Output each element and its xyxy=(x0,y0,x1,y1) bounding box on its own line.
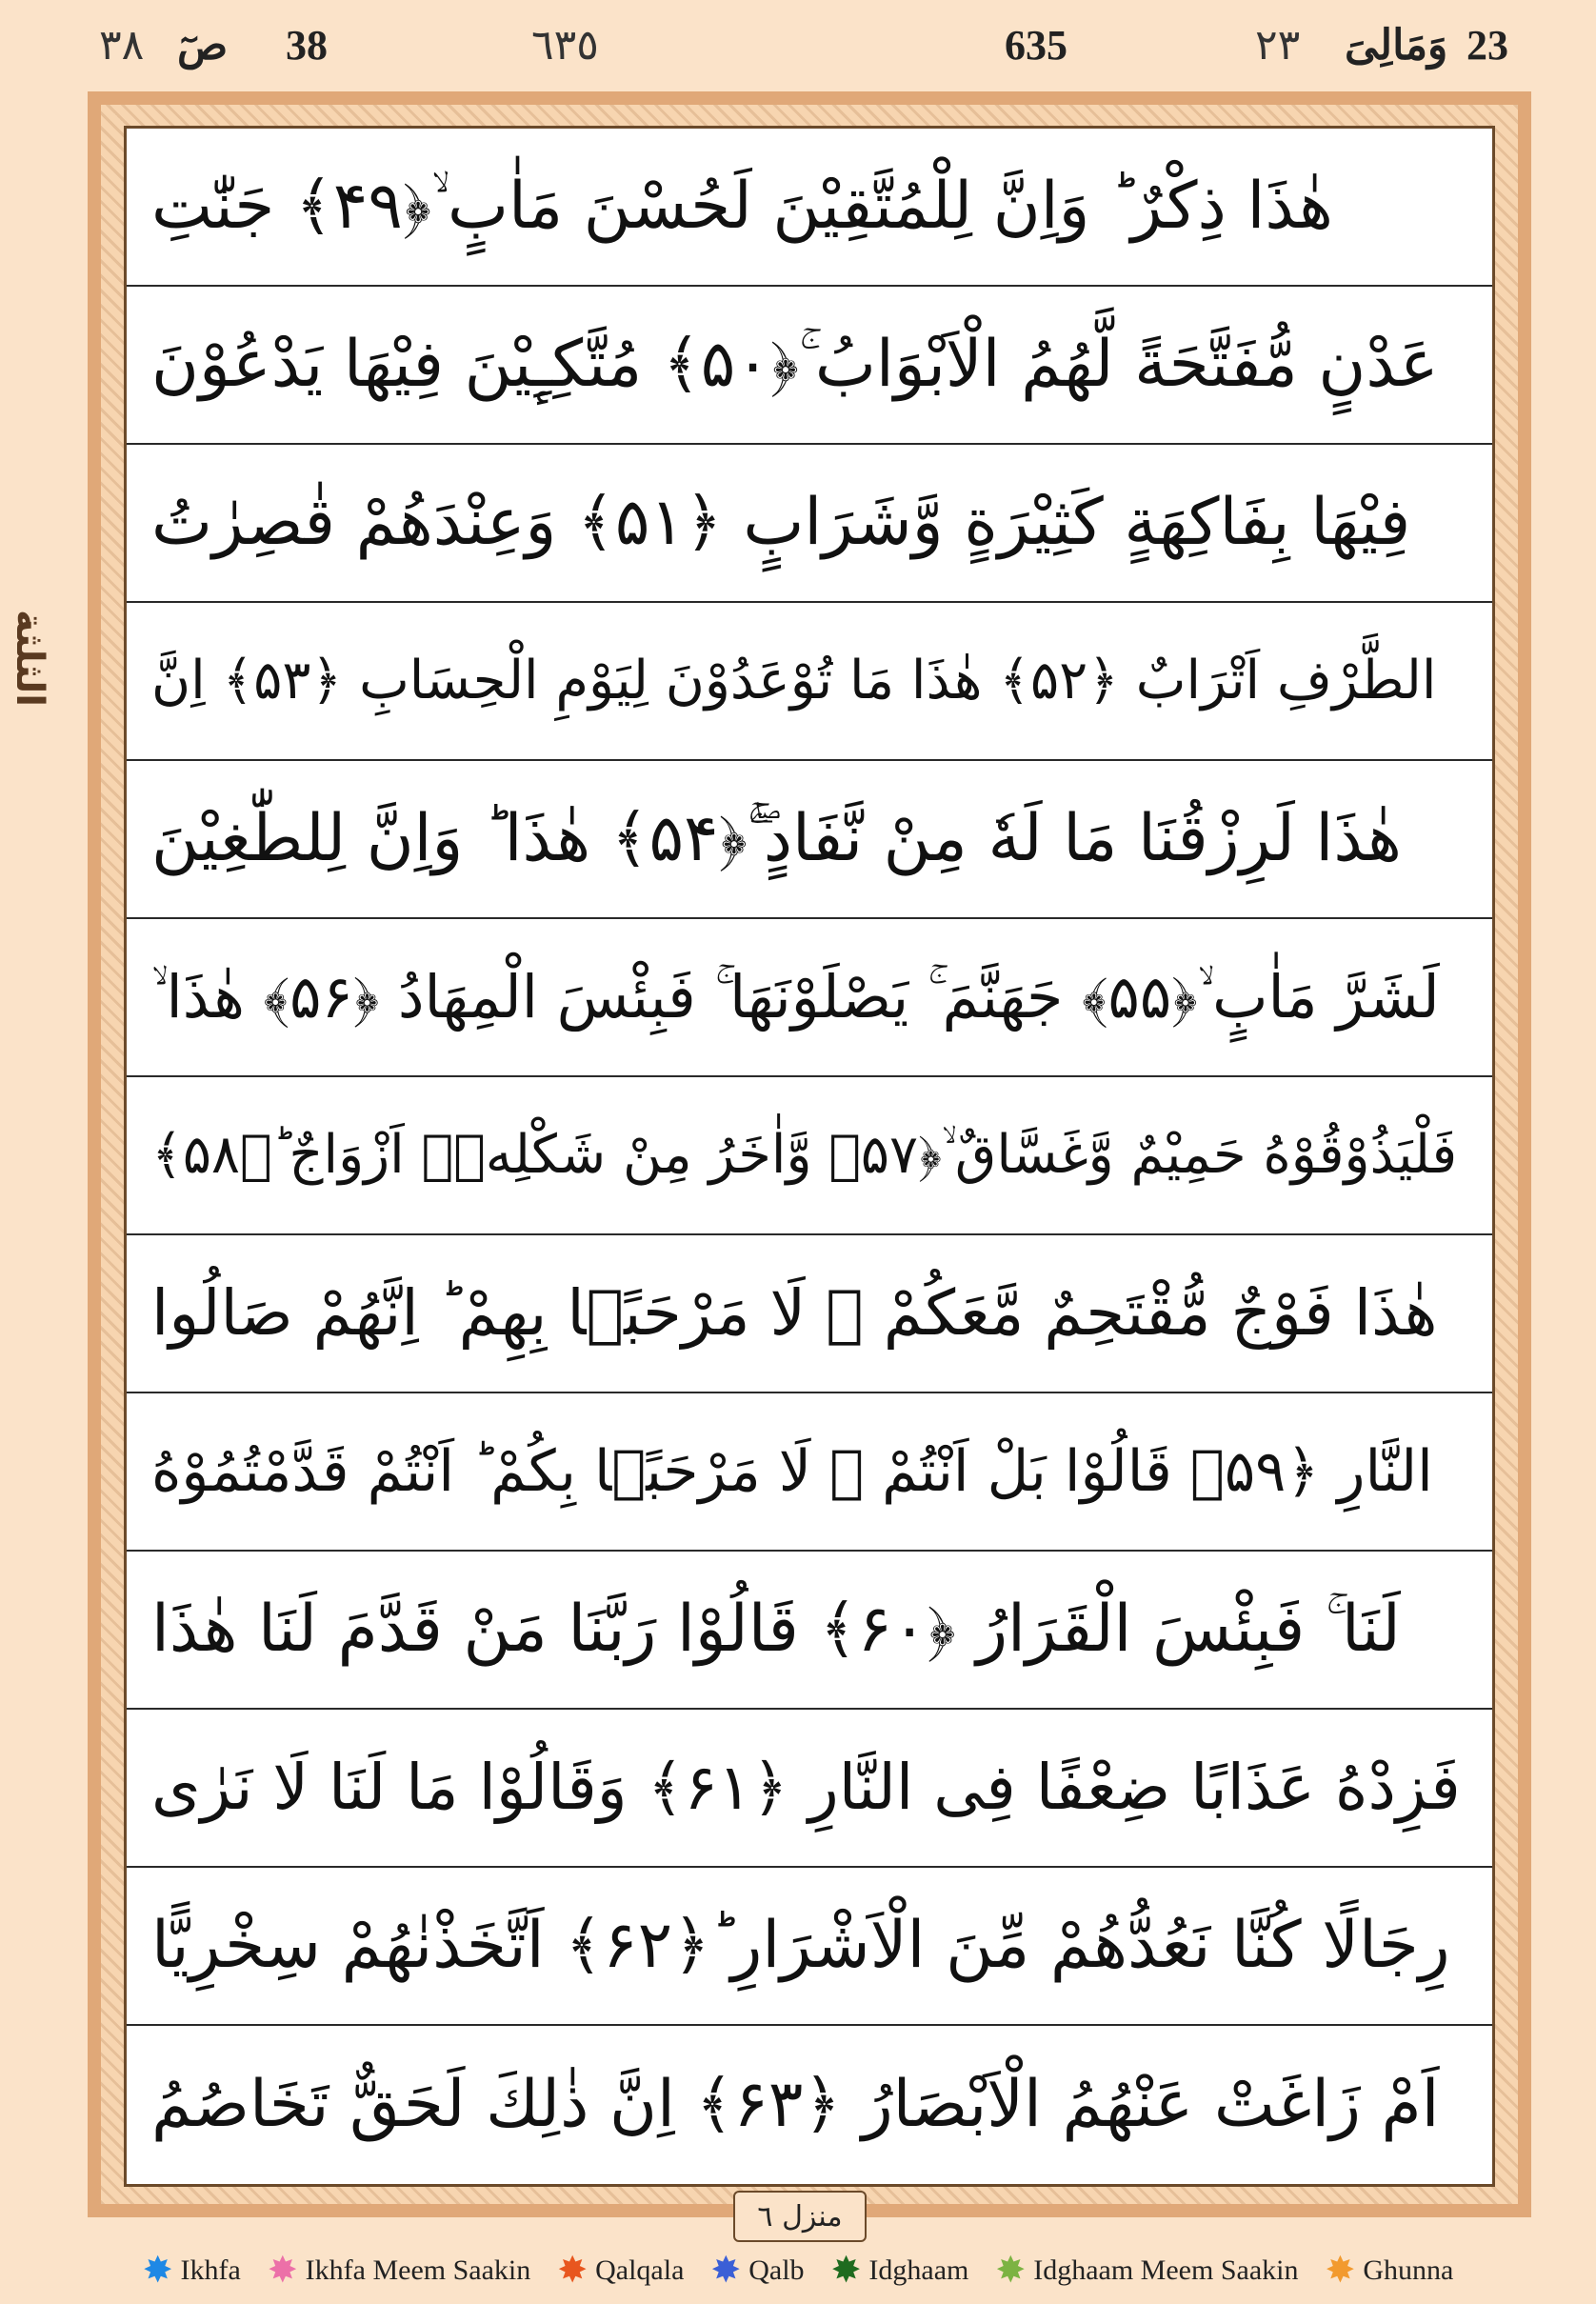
page-header xyxy=(0,0,1596,84)
page-number: 635 xyxy=(1005,22,1067,69)
ayah-text: النَّارِ ﴿۵۹﴾ قَالُوْا بَلْ اَنْتُمْ ۫ لَا مَرْحَبًۢا بِكُمْ ؕ اَنْتُمْ قَدَّمْتُمُوْهُ xyxy=(151,1438,1433,1505)
juz-number: 23 xyxy=(1466,22,1508,69)
ayah-text: فِيْهَا بِفَاكِهَةٍ كَثِيْرَةٍ وَّشَرَابٍ ﴿۵۱﴾ وَعِنْدَهُمْ قٰصِرٰتُ xyxy=(151,485,1411,560)
legend-label: Idghaam xyxy=(868,2254,969,2286)
star-icon: ✸ xyxy=(830,2251,862,2291)
legend-item xyxy=(995,2253,1298,2289)
legend-item xyxy=(831,2253,969,2289)
text-line xyxy=(127,603,1492,761)
ayah-text: لَشَرَّ مَاٰبٍ ۙ﴿۵۵﴾ جَهَنَّمَ ۚ يَصْلَوْنَهَا ۚ فَبِئْسَ الْمِهَادُ ﴿۵۶﴾ هٰذَا ۙ xyxy=(151,962,1440,1032)
ayah-text: الطَّرْفِ اَتْرَابٌ ﴿۵۲﴾ هٰذَا مَا تُوْعَدُوْنَ لِيَوْمِ الْحِسَابِ ﴿۵۳﴾ اِنَّ xyxy=(151,650,1437,711)
star-icon: ✸ xyxy=(267,2251,298,2291)
quran-text-area xyxy=(124,126,1495,2187)
juz-number-arabic: ٢٣ xyxy=(1255,22,1301,69)
legend-label: Ikhfa xyxy=(180,2254,241,2286)
legend-item xyxy=(710,2253,804,2289)
text-line xyxy=(127,1710,1492,1868)
legend-label: Ghunna xyxy=(1363,2254,1454,2286)
surah-number-arabic: ٣٨ xyxy=(99,22,145,69)
legend-label: Idghaam Meem Saakin xyxy=(1033,2254,1299,2286)
legend-label: Ikhfa Meem Saakin xyxy=(305,2254,531,2286)
star-icon: ✸ xyxy=(1325,2251,1356,2291)
text-line xyxy=(127,1393,1492,1552)
text-line xyxy=(127,129,1492,287)
ayah-text: هٰذَا لَرِزْقُنَا مَا لَهٗ مِنْ نَّفَادٍ ۚۖ﴿۵۴﴾ هٰذَا ؕ وَاِنَّ لِلطّٰغِيْنَ xyxy=(151,801,1402,876)
star-icon: ✸ xyxy=(995,2251,1027,2291)
legend-item xyxy=(1325,2253,1453,2289)
text-line xyxy=(127,287,1492,445)
ayah-text: فَلْيَذُوْقُوْهُ حَمِيْمٌ وَّغَسَّاقٌ ۙ﴿۵۷﴾ وَّاٰخَرُ مِنْ شَكْلِهٖۤ اَزْوَاجٌ ؕ﴿۵۸﴾ xyxy=(151,1124,1458,1186)
ayah-text: هٰذَا فَوْجٌ مُّقْتَحِمٌ مَّعَكُمْ ۚ لَا مَرْحَبًۢا بِهِمْ ؕ اِنَّهُمْ صَالُوا xyxy=(151,1276,1438,1350)
legend-label: Qalb xyxy=(748,2254,805,2286)
text-line xyxy=(127,1235,1492,1393)
ayah-text: عَدْنٍ مُّفَتَّحَةً لَّهُمُ الْاَبْوَابُ ۚ﴿۵۰﴾ مُتَّكِـِٕيْنَ فِيْهَا يَدْعُوْنَ xyxy=(151,327,1439,402)
star-icon: ✸ xyxy=(557,2251,589,2291)
rub-marker-label: الثلثة xyxy=(8,610,51,707)
juz-name: وَمَالِیَ xyxy=(1345,22,1448,69)
text-line xyxy=(127,445,1492,603)
text-line xyxy=(127,1077,1492,1235)
legend-item xyxy=(143,2253,241,2289)
text-line xyxy=(127,2026,1492,2184)
text-line xyxy=(127,761,1492,919)
surah-name: صٓ xyxy=(177,22,229,69)
legend-item xyxy=(557,2253,684,2289)
tajweed-legend xyxy=(0,2242,1596,2299)
legend-item xyxy=(268,2253,530,2289)
legend-label: Qalqala xyxy=(595,2254,685,2286)
manzil-label: منزل ٦ xyxy=(733,2191,867,2242)
text-line xyxy=(127,1552,1492,1710)
ayah-text: اَمْ زَاغَتْ عَنْهُمُ الْاَبْصَارُ ﴿۶۳﴾ اِنَّ ذٰلِكَ لَحَقٌّ تَخَاصُمُ xyxy=(151,2067,1440,2142)
star-icon: ✸ xyxy=(142,2251,173,2291)
text-line xyxy=(127,1868,1492,2026)
ayah-text: فَزِدْهُ عَذَابًا ضِعْفًا فِى النَّارِ ﴿۶۱﴾ وَقَالُوْا مَا لَنَا لَا نَرٰى xyxy=(151,1751,1461,1824)
star-icon: ✸ xyxy=(710,2251,742,2291)
ayah-text: لَنَا ۚ فَبِئْسَ الْقَرَارُ ﴿۶۰﴾ قَالُوْا رَبَّنَا مَنْ قَدَّمَ لَنَا هٰذَا xyxy=(151,1592,1401,1667)
text-line xyxy=(127,919,1492,1077)
page-number-arabic: ٦٣٥ xyxy=(531,22,599,69)
ayah-text: رِجَالًا كُنَّا نَعُدُّهُمْ مِّنَ الْاَشْرَارِ ؕ﴿۶۲﴾ اَتَّخَذْنٰهُمْ سِخْرِيًّا xyxy=(151,1908,1450,1983)
surah-number: 38 xyxy=(286,22,328,69)
ayah-text: هٰذَا ذِكْرٌ ؕ وَاِنَّ لِلْمُتَّقِيْنَ لَحُسْنَ مَاٰبٍ ۙ﴿۴۹﴾ جَنّٰتِ xyxy=(151,169,1333,244)
